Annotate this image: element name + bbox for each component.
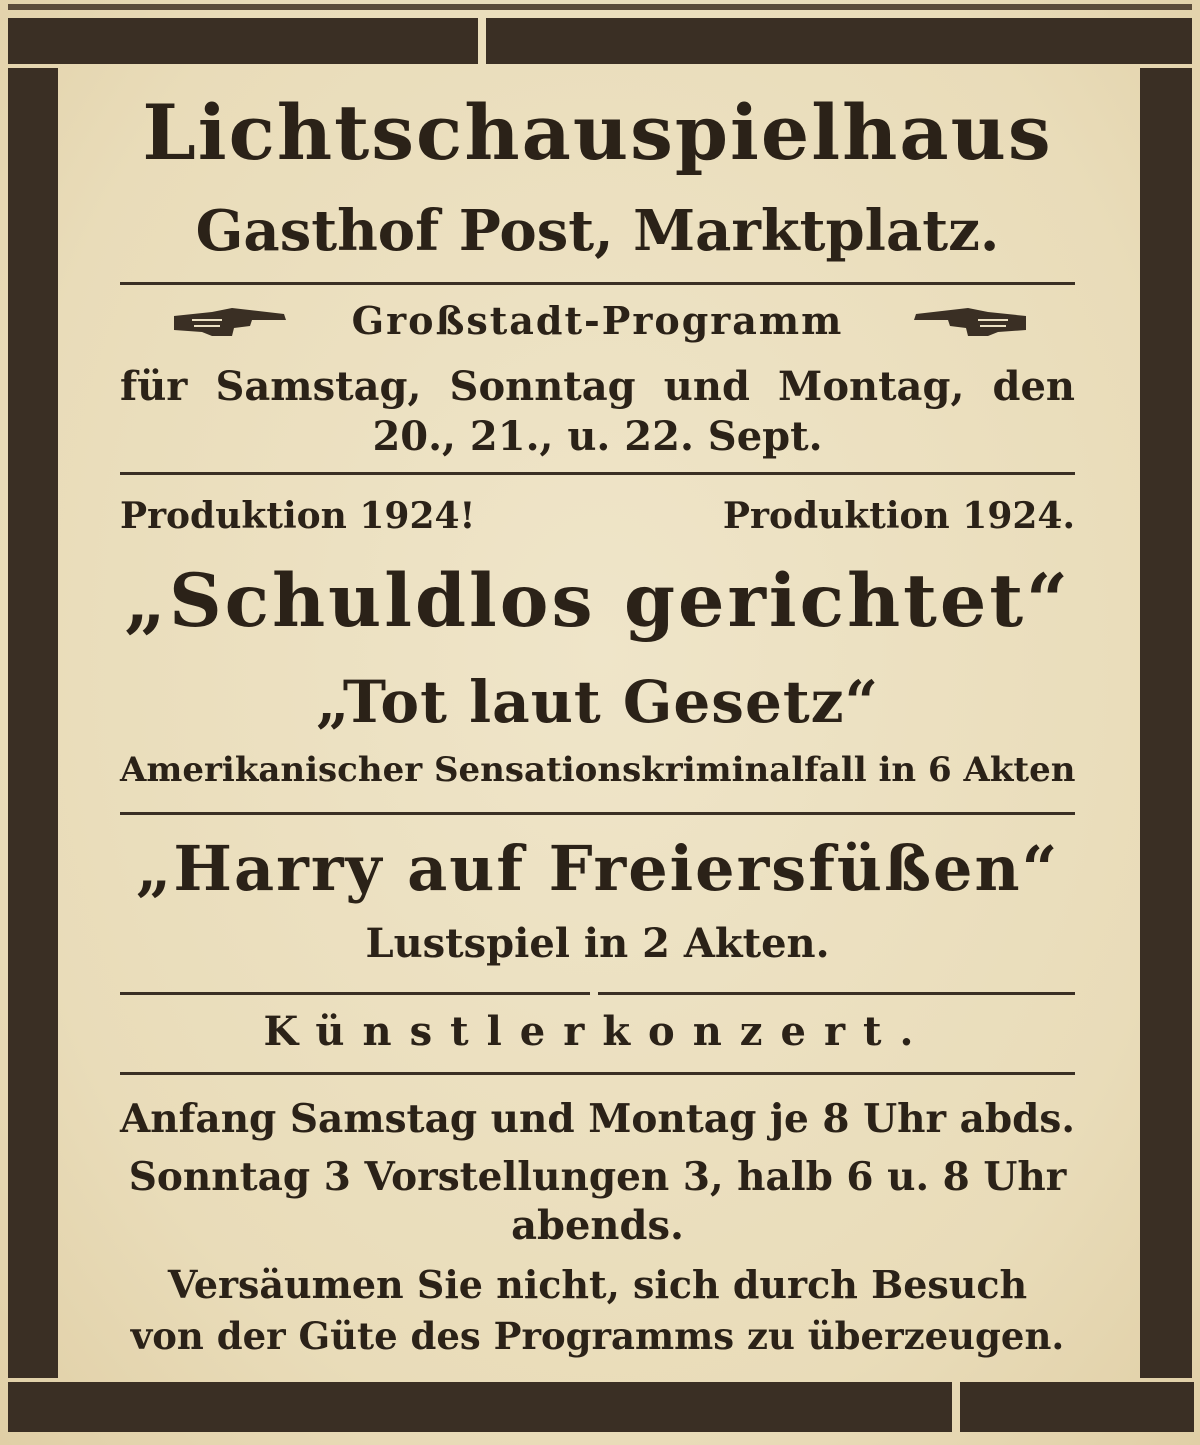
film-1-title: „Schuldlos gerichtet“ — [123, 558, 1072, 644]
showtimes-line-1: Anfang Samstag und Montag je 8 Uhr abds. — [120, 1096, 1075, 1142]
production-year-left: Produktion 1924! — [120, 495, 476, 537]
film-1-subtitle: „Tot laut Gesetz“ — [316, 668, 879, 736]
closing-line-2: von der Güte des Programms zu überzeugen. — [130, 1314, 1065, 1358]
showtimes-line-2: Sonntag 3 Vorstellungen 3, halb 6 u. 8 Uhr — [128, 1154, 1067, 1200]
frame-left-bar — [8, 68, 58, 1378]
divider — [120, 812, 1075, 815]
film-2-description: Lustspiel in 2 Akten. — [365, 920, 830, 967]
frame-bottom-bar-left — [8, 1382, 952, 1432]
film-2-title: „Harry auf Freiersfüßen“ — [135, 832, 1060, 905]
venue-address: Gasthof Post, Marktplatz. — [195, 198, 1000, 264]
concert-notice: Künstlerkonzert. — [263, 1008, 932, 1055]
venue-name: Lichtschauspielhaus — [142, 88, 1053, 177]
program-dates-line-1: für Samstag, Sonntag und Montag, den — [120, 363, 1075, 410]
divider — [120, 282, 1075, 285]
pointing-hand-left-icon — [910, 302, 1028, 342]
frame-right-bar — [1140, 68, 1192, 1378]
frame-top-bar-right — [486, 18, 1192, 64]
program-dates-line-2: 20., 21., u. 22. Sept. — [372, 413, 823, 460]
program-title: Großstadt-Programm — [351, 298, 844, 343]
frame-bottom-bar-right — [960, 1382, 1194, 1432]
divider — [120, 992, 590, 995]
closing-line-1: Versäumen Sie nicht, sich durch Besuch — [167, 1262, 1028, 1307]
divider — [120, 1072, 1075, 1075]
production-year-right: Produktion 1924. — [722, 495, 1075, 537]
divider — [598, 992, 1075, 995]
showtimes-line-3: abends. — [511, 1202, 684, 1249]
frame-top-rule — [8, 4, 1192, 10]
frame-top-bar-left — [8, 18, 478, 64]
film-1-description: Amerikanischer Sensationskriminalfall in 6 Akten — [120, 750, 1076, 790]
divider — [120, 472, 1075, 475]
